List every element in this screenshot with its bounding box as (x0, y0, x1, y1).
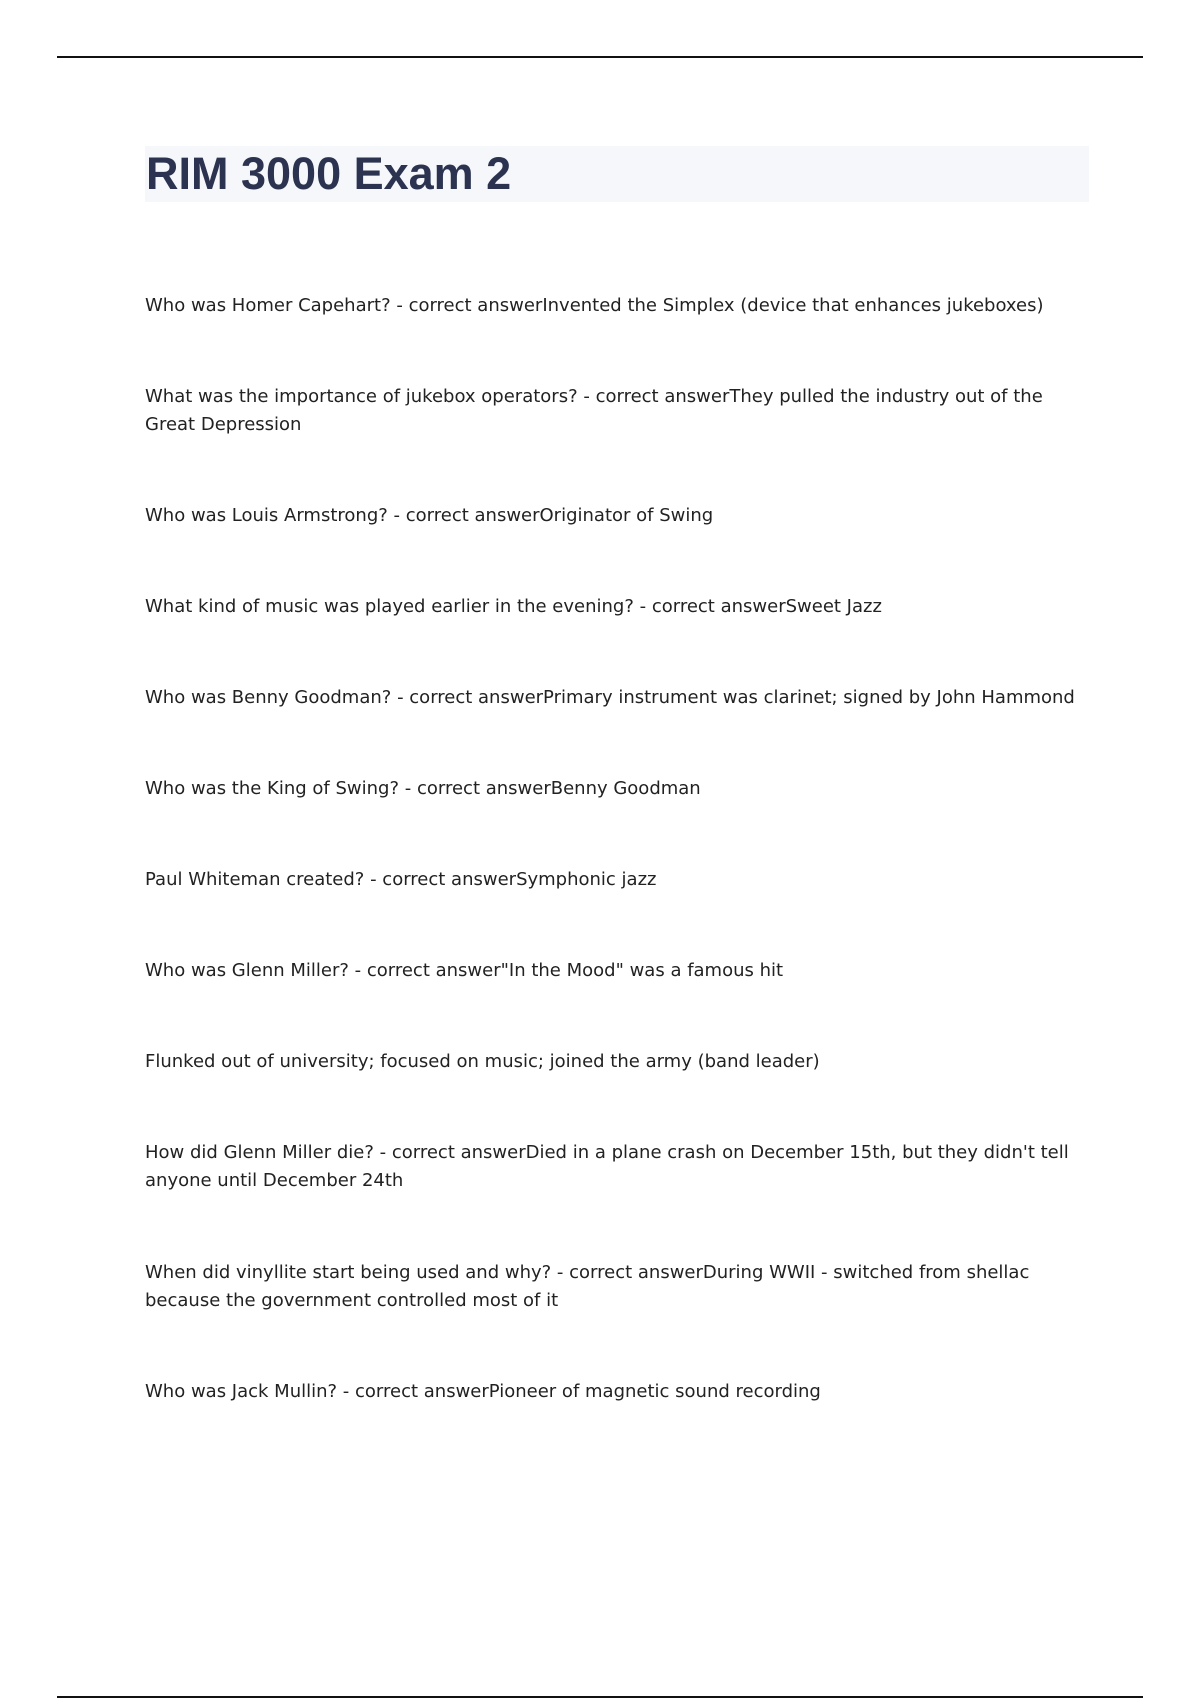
question-text: Who was Benny Goodman? (145, 687, 392, 708)
qa-item-6 (145, 775, 1085, 803)
answer-separator: - correct answer (399, 778, 551, 799)
answer-text: Sweet Jazz (785, 596, 882, 617)
qa-item-1 (145, 292, 1085, 320)
answer-text: Symphonic jazz (516, 869, 657, 890)
answer-text: Flunked out of university; focused on music; joined the army (band leader) (145, 1051, 820, 1072)
qa-item-11 (145, 1259, 1085, 1315)
answer-separator: - correct answer (387, 505, 540, 526)
answer-text: Originator of Swing (539, 505, 714, 526)
qa-item-2 (145, 383, 1085, 439)
qa-item-5 (145, 684, 1085, 712)
question-text: Who was Glenn Miller? (145, 960, 349, 981)
bottom-rule (57, 1696, 1143, 1698)
qa-item-8 (145, 957, 1085, 985)
answer-separator: - correct answer (364, 869, 517, 890)
answer-text: They pulled the industry out of the Great Depression (145, 386, 1043, 435)
question-text: Who was the King of Swing? (145, 778, 400, 799)
answer-text: Pioneer of magnetic sound recording (488, 1381, 821, 1402)
qa-item-10 (145, 1139, 1085, 1195)
answer-text: During WWII - switched from shellac because the government controlled most of it (145, 1262, 1030, 1311)
answer-separator: - correct answer (577, 386, 730, 407)
qa-item-4 (145, 593, 1085, 621)
answer-separator: - correct answer (373, 1142, 526, 1163)
question-text: Paul Whiteman created? (145, 869, 365, 890)
answer-separator: - correct answer (633, 596, 786, 617)
answer-separator: - correct answer (337, 1381, 489, 1402)
answer-separator: - correct answer (551, 1262, 703, 1283)
question-text: Who was Louis Armstrong? (145, 505, 388, 526)
answer-text: Benny Goodman (550, 778, 701, 799)
qa-item-7 (145, 866, 1085, 894)
answer-separator: - correct answer (348, 960, 501, 981)
question-text: How did Glenn Miller die? (145, 1142, 374, 1163)
page-title: RIM 3000 Exam 2 (146, 148, 512, 199)
top-rule (57, 56, 1143, 58)
answer-separator: - correct answer (391, 687, 544, 708)
qa-item-3 (145, 502, 1085, 530)
question-text: When did vinyllite start being used and why? (145, 1262, 552, 1283)
answer-text: Primary instrument was clarinet; signed by John Hammond (543, 687, 1075, 708)
answer-text: "In the Mood" was a famous hit (500, 960, 784, 981)
question-text: Who was Homer Capehart? (145, 295, 391, 316)
answer-text: Died in a plane crash on December 15th, but they didn't tell anyone until December 24th (145, 1142, 1069, 1191)
answer-separator: - correct answer (390, 295, 543, 316)
qa-item-12 (145, 1378, 1085, 1406)
answer-text: Invented the Simplex (device that enhances jukeboxes) (542, 295, 1044, 316)
question-text: What was the importance of jukebox operators? (145, 386, 578, 407)
question-text: What kind of music was played earlier in the evening? (145, 596, 634, 617)
qa-item-9 (145, 1048, 1085, 1076)
question-text: Who was Jack Mullin? (145, 1381, 338, 1402)
